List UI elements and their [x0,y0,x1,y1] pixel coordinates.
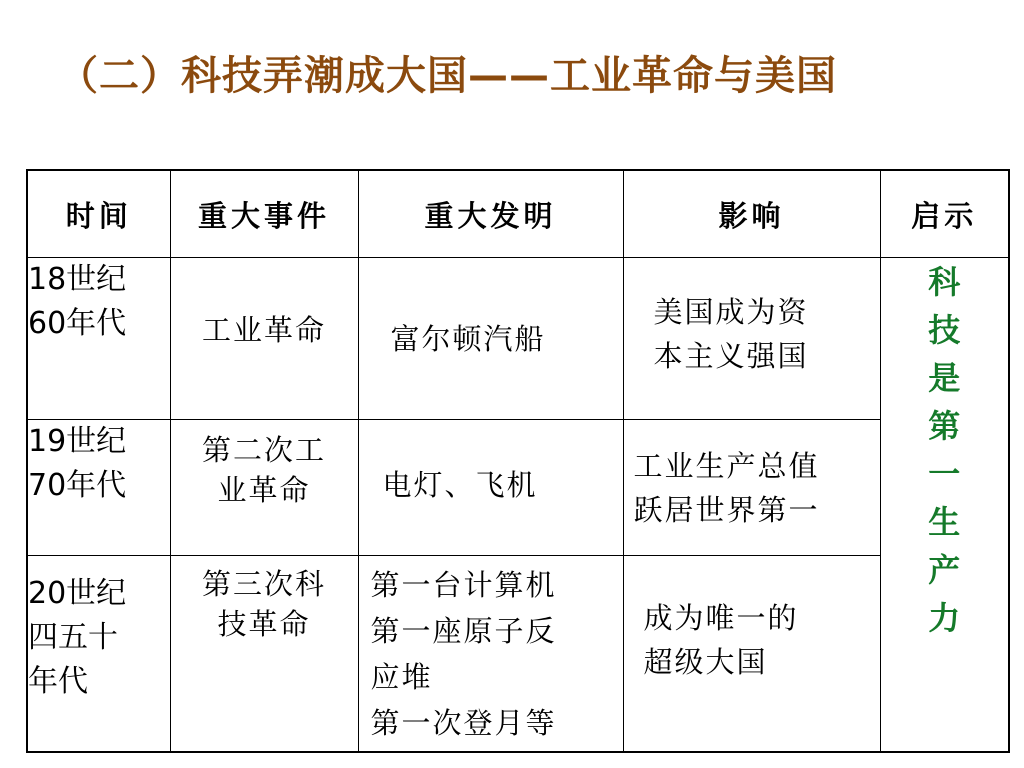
table-row [27,420,1009,556]
history-table [26,169,1010,753]
impact-cell: 美国成为资 本主义强国 [623,258,880,420]
event-cell: 工业革命 [170,258,358,420]
time-cell: 20世纪 四五十 年代 [27,556,170,752]
invention-cell: 电灯、飞机 [358,420,623,556]
header-impact: 影响 [623,170,880,258]
time-cell: 19世纪 70年代 [27,420,170,556]
impact-cell: 成为唯一的 超级大国 [623,556,880,752]
table-header-row [27,170,1009,258]
time-cell: 18世纪 60年代 [27,258,170,420]
header-event: 重大事件 [170,170,358,258]
event-cell: 第三次科 技革命 [170,556,358,752]
header-time: 时间 [27,170,170,258]
table-row [27,556,1009,752]
lesson-cell [880,258,1009,752]
impact-cell: 工业生产总值 跃居世界第一 [623,420,880,556]
header-invention: 重大发明 [358,170,623,258]
invention-cell: 第一台计算机 第一座原子反 应堆 第一次登月等 [358,556,623,752]
event-cell: 第二次工 业革命 [170,420,358,556]
slide-title: （二）科技弄潮成大国——工业革命与美国 [58,53,837,99]
table-row [27,258,1009,420]
header-lesson: 启示 [880,170,1009,258]
invention-cell: 富尔顿汽船 [358,258,623,420]
lesson-text: 科技是第一生产力 [928,263,961,637]
